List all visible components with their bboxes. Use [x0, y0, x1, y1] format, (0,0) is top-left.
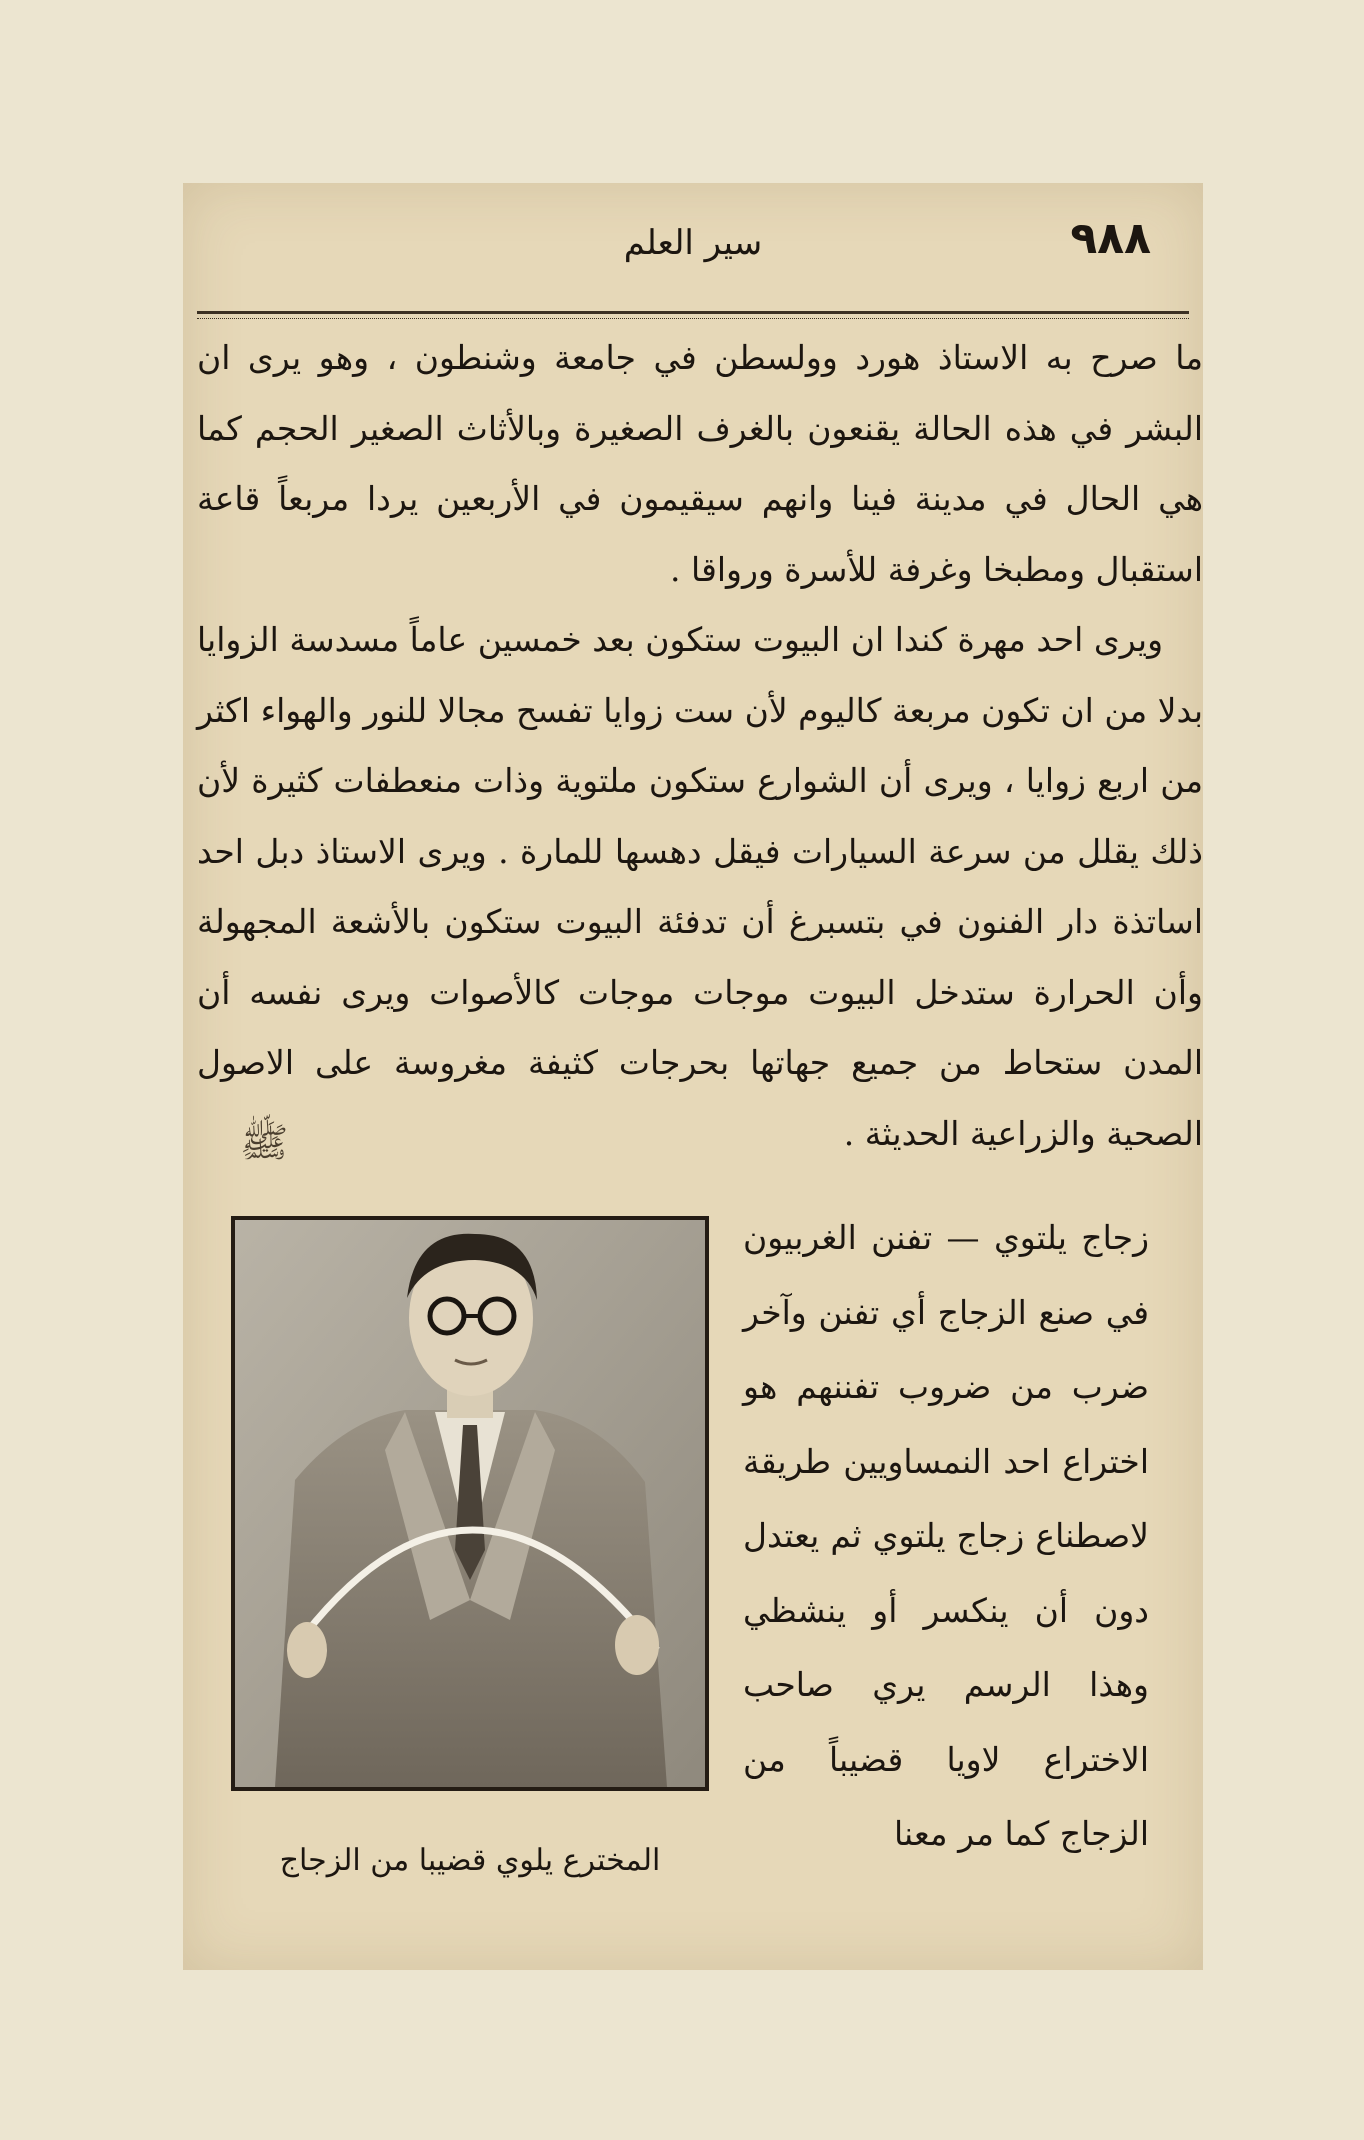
- photo-caption: المخترع يلوي قضيبا من الزجاج: [279, 1843, 661, 1878]
- inventor-photo: [231, 1216, 709, 1791]
- article-body: [197, 323, 1203, 1169]
- left-hand: [287, 1622, 327, 1678]
- page-number: ٩٨٨: [1070, 213, 1151, 264]
- page-header: [183, 213, 1203, 283]
- running-title: سير العلم: [623, 223, 763, 263]
- paragraph: ويرى احد مهرة كندا ان البيوت ستكون بعد خمسين عاماً مسدسة الزوايا بدلا من ان تكون مربعة كاليوم لأن ست زوايا تفسح مجالا للنور والهواء اكثر من اربع زوايا ، ويرى أن الشوارع ستكون ملتوية وذات منعطفات كثيرة لأن ذلك يقلل من سرعة السيارات فيقل دهسها للمارة . ويرى الاستاذ دبل احد اساتذة دار الفنون في بتسبرغ أن تدفئة البيوت ستكون بالأشعة المجهولة وأن الحرارة ستدخل البيوت موجات موجات كالأصوات ويرى نفسه أن المدن ستحاط من جميع جهاتها بحرجات كثيفة مغروسة على الاصول الصحية والزراعية الحديثة .: [197, 620, 1203, 1153]
- right-hand: [615, 1615, 659, 1675]
- side-column-text: زجاج يلتوي — تفنن الغربيون في صنع الزجاج أي تفنن وآخر ضرب من ضروب تفننهم هو اختراع احد النمساويين طريقة لاصطناع زجاج يلتوي ثم يعتدل دون أن ينكسر أو ينشظي وهذا الرسم يري صاحب الاختراع لاويا قضيباً من الزجاج كما مر معنا: [743, 1218, 1149, 1853]
- scanned-page: [183, 183, 1203, 1970]
- photo-illustration: [235, 1220, 705, 1787]
- ornament-mark: ﷺ: [240, 1120, 289, 1166]
- paragraph: ما صرح به الاستاذ هورد وولسطن في جامعة وشنطون ، وهو يرى ان البشر في هذه الحالة يقنعون بالغرف الصغيرة وبالأثاث الصغير الحجم كما هي الحال في مدينة فينا وانهم سيقيمون في الأربعين يردا مربعاً قاعة استقبال ومطبخا وغرفة للأسرة ورواقا .: [197, 338, 1203, 589]
